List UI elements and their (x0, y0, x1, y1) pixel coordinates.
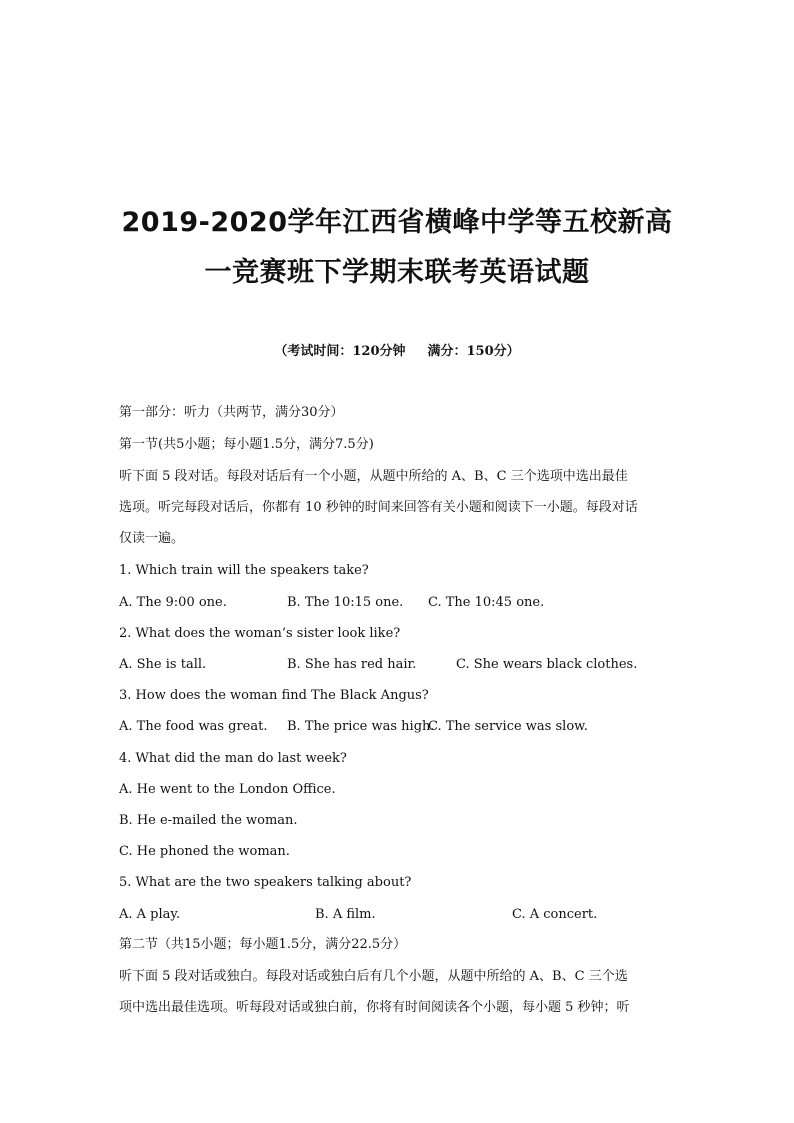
document-title-line-2: 一竞赛班下学期末联考英语试题 (204, 257, 590, 288)
question-3-options (119, 719, 679, 735)
section1-instruction-1: 听下面 5 段对话。每段对话后有一个小题，从题中所给的 A、B、C 三个选项中选出最佳 (119, 469, 628, 484)
question-5-option-c: C. A concert. (512, 907, 598, 922)
question-4-option-a: A. He went to the London Office. (119, 782, 336, 797)
part1-heading: 第一部分：听力（共两节，满分30分） (119, 405, 344, 420)
question-3-option-c: C. The service was slow. (428, 719, 588, 734)
section1-heading: 第一节(共5小题；每小题1.5分，满分7.5分) (119, 437, 374, 452)
question-3-option-a: A. The food was great. (119, 719, 268, 734)
question-3-option-b: B. The price was high. (287, 719, 435, 734)
question-4-option-b: B. He e-mailed the woman. (119, 813, 298, 828)
question-5-option-b: B. A film. (315, 907, 376, 922)
question-1-option-b: B. The 10:15 one. (287, 595, 404, 610)
section1-instruction-3: 仅读一遍。 (119, 531, 185, 546)
question-2-option-c: C. She wears black clothes. (456, 657, 638, 672)
question-5-option-a: A. A play. (119, 907, 181, 922)
question-4-stem: 4. What did the man do last week? (119, 751, 347, 766)
exam-time: （考试时间：120分钟 (274, 344, 406, 359)
question-3-stem: 3. How does the woman find The Black Angus? (119, 688, 429, 703)
question-2-option-b: B. She has red hair. (287, 657, 417, 672)
exam-score: 满分：150分） (427, 344, 520, 359)
question-2-stem: 2. What does the woman’s sister look like? (119, 626, 401, 641)
question-1-option-a: A. The 9:00 one. (119, 595, 227, 610)
question-2-options (119, 657, 679, 673)
section1-instruction-2: 选项。听完每段对话后，你都有 10 秒钟的时间来回答有关小题和阅读下一小题。每段对话 (119, 500, 638, 515)
question-5-stem: 5. What are the two speakers talking about? (119, 875, 412, 890)
section2-instruction-2: 项中选出最佳选项。听每段对话或独白前，你将有时间阅读各个小题，每小题 5 秒钟；听 (119, 1000, 630, 1015)
document-title-line-1: 2019-2020学年江西省横峰中学等五校新高 (121, 207, 673, 238)
question-1-options (119, 595, 679, 611)
exam-info (0, 340, 794, 359)
question-4-option-c: C. He phoned the woman. (119, 844, 290, 859)
question-1-option-c: C. The 10:45 one. (428, 595, 545, 610)
question-1-stem: 1. Which train will the speakers take? (119, 563, 369, 578)
section2-heading: 第二节（共15小题；每小题1.5分，满分22.5分） (119, 937, 407, 952)
section2-instruction-1: 听下面 5 段对话或独白。每段对话或独白后有几个小题，从题中所给的 A、B、C 三个选 (119, 969, 628, 984)
question-5-options (119, 907, 679, 923)
question-2-option-a: A. She is tall. (119, 657, 207, 672)
